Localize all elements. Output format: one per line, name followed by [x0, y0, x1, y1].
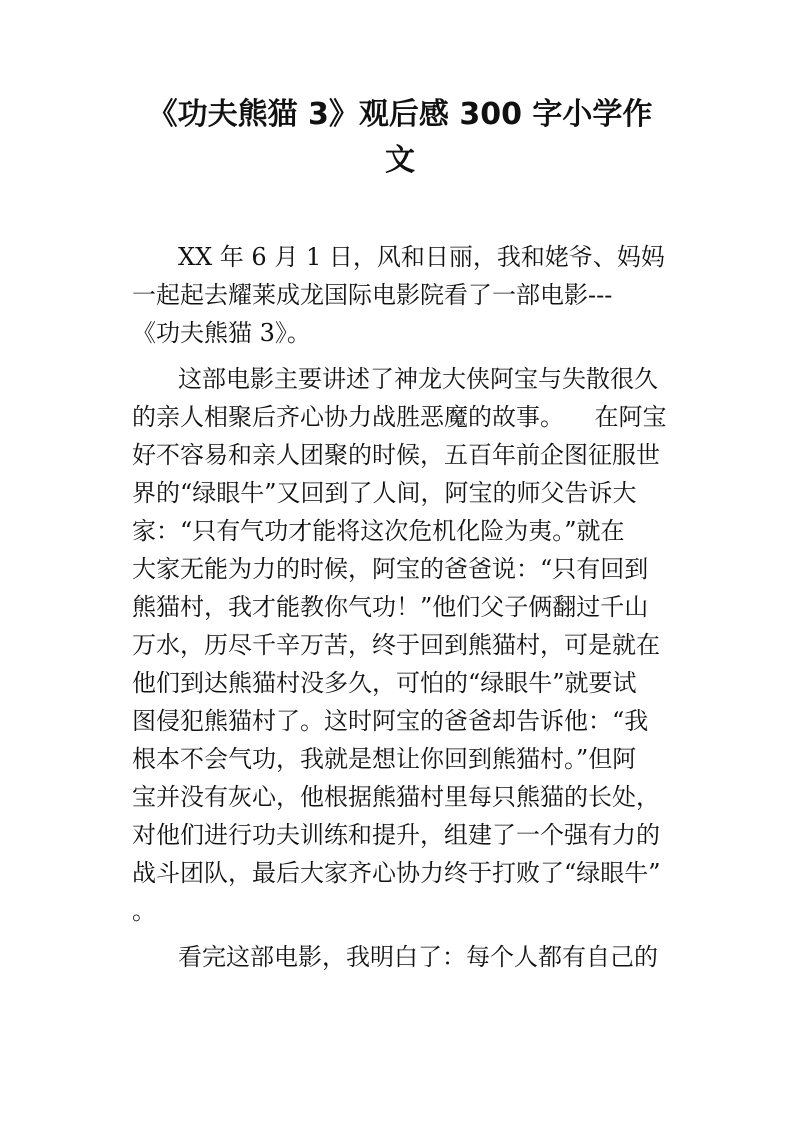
text-line: 大家无能为力的时候，阿宝的爸爸说：“只有回到	[132, 555, 649, 583]
text-line: 根本不会气功，我就是想让你回到熊猫村。”但阿	[132, 745, 637, 773]
text-line: 这部电影主要讲述了神龙大侠阿宝与失散很久	[178, 365, 658, 393]
text-line: 的亲人相聚后齐心协力战胜恶魔的故事。 在阿宝	[132, 403, 667, 431]
paragraph-2	[132, 360, 672, 930]
text-line: 万水，历尽千辛万苦，终于回到熊猫村，可是就在	[132, 631, 660, 659]
paragraph-1	[132, 238, 672, 352]
text-line: 宝并没有灰心，他根据熊猫村里每只熊猫的长处，	[132, 783, 660, 811]
text-line: 对他们进行功夫训练和提升，组建了一个强有力的	[132, 821, 660, 849]
text-line: 《功夫熊猫 3》。	[132, 319, 311, 347]
text-line: 看完这部电影，我明白了：每个人都有自己的	[178, 943, 658, 971]
text-line: XX 年 6 月 1 日，风和日丽，我和姥爷、妈妈	[178, 243, 665, 271]
text-line: 界的“绿眼牛”又回到了人间，阿宝的师父告诉大	[132, 479, 637, 507]
article-body	[132, 238, 672, 984]
title-line: 文	[385, 143, 415, 178]
text-line: 一起起去耀莱成龙国际电影院看了一部电影---	[132, 281, 613, 309]
text-line: 。	[132, 897, 156, 925]
text-line: 图侵犯熊猫村了。这时阿宝的爸爸却告诉他：“我	[132, 707, 649, 735]
title-line: 《功夫熊猫 3》观后感 300 字小学作	[147, 97, 653, 132]
paragraph-3	[132, 938, 672, 976]
text-line: 战斗团队，最后大家齐心协力终于打败了“绿眼牛”	[132, 859, 661, 887]
text-line: 好不容易和亲人团聚的时候，五百年前企图征服世	[132, 441, 660, 469]
page-title	[100, 92, 700, 184]
text-line: 家：“只有气功才能将这次危机化险为夷。”就在	[132, 517, 625, 545]
text-line: 他们到达熊猫村没多久，可怕的“绿眼牛”就要试	[132, 669, 637, 697]
text-line: 熊猫村，我才能教你气功！”他们父子俩翻过千山	[132, 593, 649, 621]
